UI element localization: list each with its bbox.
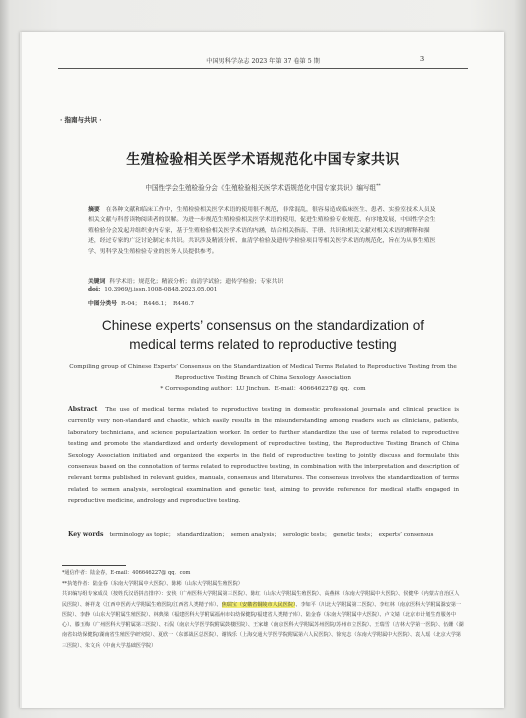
corresponding-author: * Corresponding author：LU Jinchun．E-mail：406646227@ qq．com	[160, 386, 366, 392]
doi-value: 10.3969/j.issn.1008-0848.2023.05.001	[104, 287, 218, 293]
footnote-exec-rest: 共识编写组专家成员（按姓氏汉语拼音排序）：安侠（广州医科大学附属第三医院）、陈红（山东大学附属生殖医院）、高燕林（东南大学附属中大医院）、侯健华（内蒙古自治区人民医院）、蒋祥龙（江西中医药大学附属生殖医院/江西省人类精子库）、	[62, 591, 460, 608]
section-label: · 指南与共识 ·	[60, 116, 102, 124]
keywords-cn-label: 关键词	[88, 279, 106, 285]
keywords-chinese	[88, 276, 283, 285]
abstract-cn-label: 摘要	[88, 207, 100, 213]
abstract-en-label: Abstract	[68, 406, 98, 413]
title-english-line2: medical terms related to reproductive testing	[129, 337, 397, 352]
authors-chinese-text: 中国性学会生殖检验分会《生殖检验相关医学术语规范化中国专家共识》编写组	[145, 184, 377, 192]
title-english-line1: Chinese experts’ consensus on the standardization of	[101, 318, 425, 333]
page-number: 3	[420, 55, 425, 63]
clc-line	[88, 298, 194, 307]
keywords-cn-text: 科学术语；规范化；精液分析；血清学试验；遗传学检验；专家共识	[109, 279, 284, 285]
clc-label: 中图分类号	[88, 301, 117, 307]
keywords-en-label: Key words	[68, 531, 104, 538]
footnote-exec-before: 陆金春（东南大学附属中大医院）、陈彬（山东大学附属生殖医院）	[92, 581, 243, 587]
footnote-executive-authors	[62, 579, 464, 651]
footnote-rule	[62, 565, 126, 566]
doi-label: doi:	[88, 287, 101, 293]
abstract-en-text: The use of medical terms related to reproductive testing in domestic professional journals and clinical practice is currently very non-standard and chaotic, which easily results in the misunderstanding among readers such as clinicians, patients, laboratory technicians, and science popularization worker. In order to further standardize the use of terms related to reproductive testing and promote the standardized and orderly development of reproductive testing, the Reproductive Testing Branch of China Sexology Association initiated and organized the experts in the field of reproductive testing to jointly discuss and formulate this consensus based on the connotation of terms related to reproductive testing, in combination with the interpretation and description of relevant terms published in relevant guides, manuals, consensus and literatures. The consensus involves the standardization of terms related to semen analysis, serological examination and genetic test, aiming to provide reference for medical staffs engaged in reproductive medicine, andrology and reproductive testing.	[68, 407, 459, 505]
abstract-cn-text: 在各种文献和临床工作中，生殖检验相关医学术语的使用很不规范，非常混乱，很容易造成临床医生、患者、实验室技术人员及相关文献与科普读物阅读者的误解。为进一步规范生殖检验相关医学术语的使用，促进生殖检验专业规范、有序地发展，中国性学会生殖检验分会发起并组织业内专家，基于生殖检验相关医学术语的内涵，结合相关指南、手册、共识和相关文献对相关术语的解释和描述，经过专家的广泛讨论制定本共识。共识涉及精液分析、血清学检验及遗传学检验项目等相关医学术语的规范化，旨在为从事生殖医学、男科学及生殖检验专业的医务人员提供参考。	[88, 207, 436, 255]
running-header: 中国男科学杂志 2023 年第 37 卷第 5 期	[206, 58, 320, 65]
footnote-exec-label: **执笔作者：	[62, 581, 93, 587]
abstract-english	[68, 404, 459, 508]
doi-line	[88, 287, 217, 293]
footnote-exec-tail: 、李如平（川北大学附属第二医院）、李红林（南京医科大学附属滁安第一医院）、李静（山东大学附属生殖医院）、林典梁（福建医科大学附属福州市妇幼保健院/福建省人类精子库）、陆金春（东南大学附属中大医院）、卢文婧（北京市计划生育服务中心）、滕玉梅（广州医科大学附属第三医院）、石侃（南京大学医学院附属鼓楼医院）、王家雄（南京医科大学附属苏州医院/苏州市立医院）、王瑞雪（吉林大学第一医院）、伍姗（湖南省妇幼保健院/湖南省生殖医学研究院）、夏欣一（东部战区总医院）、谢钱乐（上海交通大学医学院附属第六人民医院）、徐宪志（东南大学附属中大医院）、袁人瑶（北京大学第三医院）、朱文兵（中南大学基础医学院）	[62, 601, 464, 649]
keywords-english	[68, 530, 459, 541]
header-rule	[58, 68, 468, 69]
authors-chinese-mark: **	[376, 183, 381, 189]
clc-value: R-04； R446.1； R446.7	[121, 301, 195, 307]
title-chinese: 生殖检验相关医学术语规范化中国专家共识	[126, 152, 400, 168]
footnote-corresponding: *通信作者：陆金春，E-mail：406646227@ qq．com	[62, 570, 191, 576]
page-edge-shadow	[20, 32, 22, 708]
authors-chinese	[0, 182, 526, 192]
highlighted-author: 焦瑞宝（安徽省铜陵市人民医院）	[221, 601, 296, 608]
compiling-group: Compiling group of Chinese Experts’ Consensus on the Standardization of Medical Terms Related to Reproductive Testing from the Reproductive Testing Branch of China Sexology Association	[69, 364, 457, 381]
keywords-en-text: terminology as topic； standardization； semen analysis； serologic tests； genetic tests； experts’ consensus	[109, 532, 434, 538]
abstract-chinese	[88, 205, 440, 257]
